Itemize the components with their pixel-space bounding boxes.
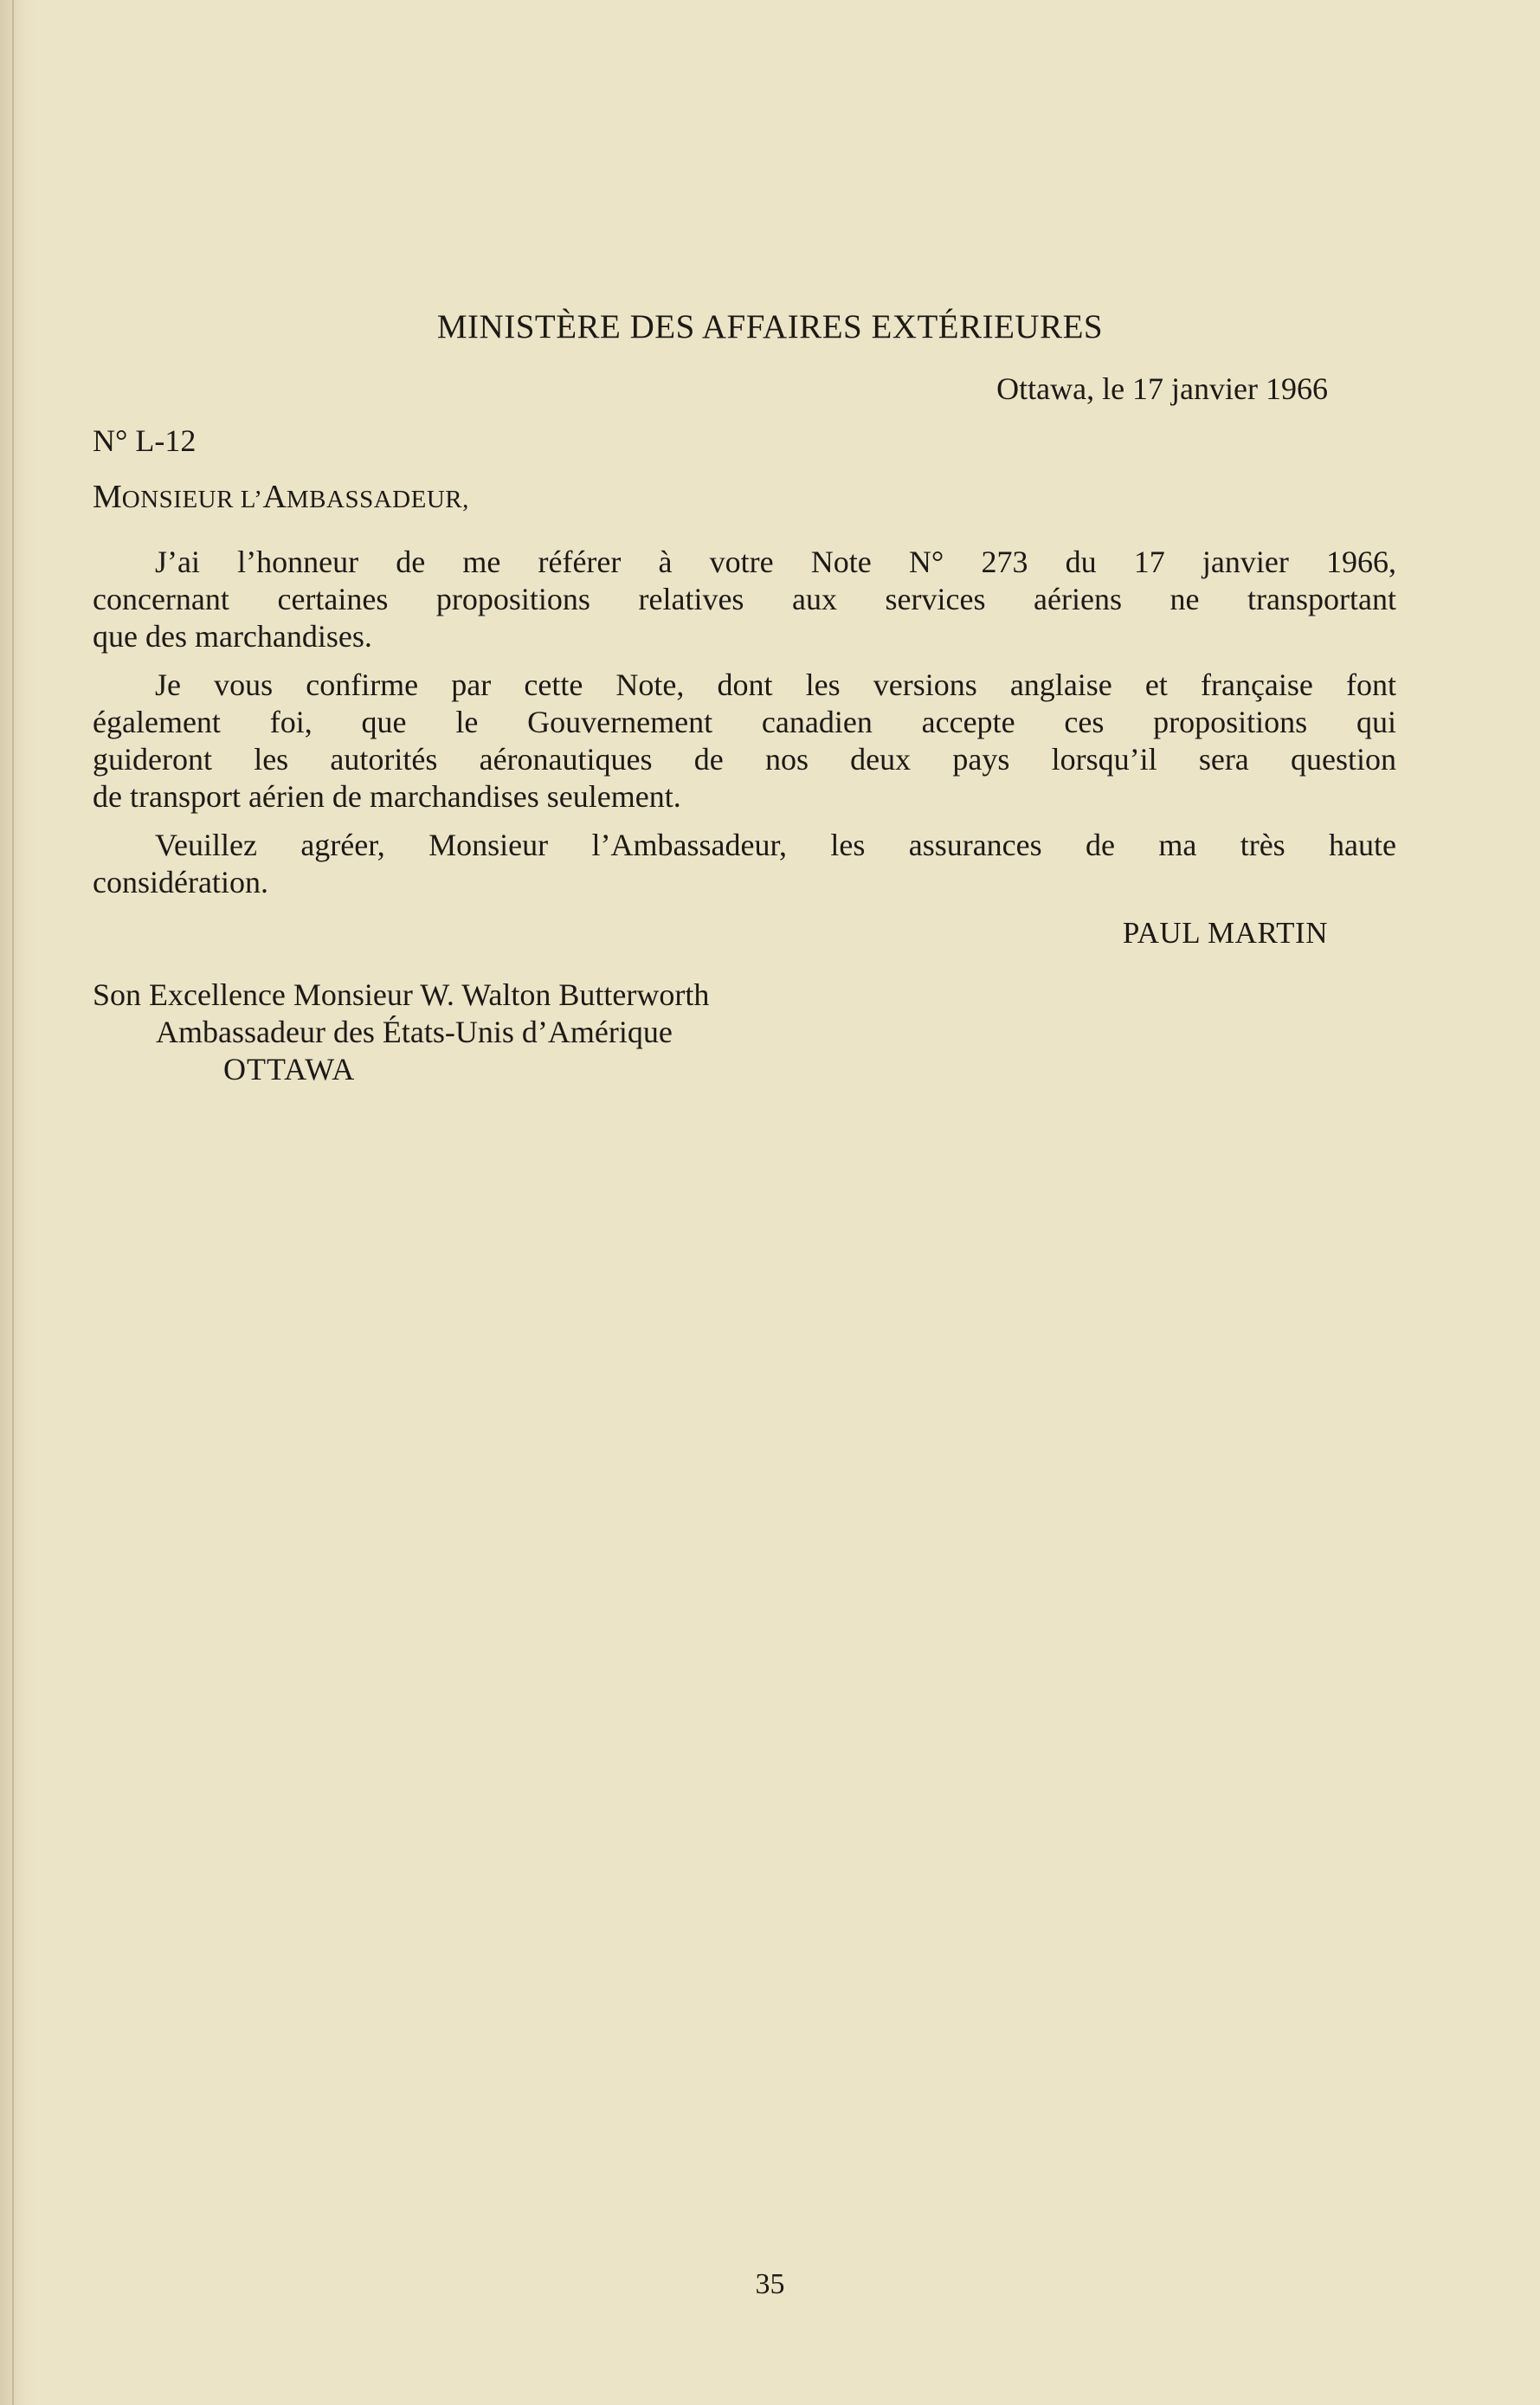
book-gutter-shadow	[12, 0, 14, 2405]
paragraph-closing	[93, 827, 1396, 901]
salutation-initial-1: M	[93, 479, 122, 515]
paragraph-reference	[93, 544, 1396, 655]
salutation-rest-1: ONSIEUR L’	[121, 486, 263, 513]
salutation-initial-2: A	[262, 479, 287, 515]
salutation	[93, 478, 469, 516]
signature: PAUL MARTIN	[1122, 916, 1328, 950]
addressee-line-3: OTTAWA	[223, 1052, 356, 1086]
page-number: 35	[755, 2268, 785, 2300]
paragraph-line: J’ai l’honneur de me référer à votre Note N° 273 du 17 janvier 1966,	[155, 545, 1396, 579]
addressee-line-1: Son Excellence Monsieur W. Walton Butterworth	[93, 977, 710, 1012]
ministry-heading: MINISTÈRE DES AFFAIRES EXTÉRIEURES	[436, 308, 1104, 345]
paragraph-line: concernant certaines propositions relatives aux services aériens ne transportant	[93, 582, 1396, 616]
date-line: Ottawa, le 17 janvier 1966	[996, 371, 1328, 406]
paragraph-line: de transport aérien de marchandises seulement.	[93, 779, 681, 814]
addressee-line-2: Ambassadeur des États-Unis d’Amérique	[156, 1015, 673, 1049]
paragraph-confirmation	[93, 667, 1396, 816]
paragraph-line: guideront les autorités aéronautiques de nos deux pays lorsqu’il sera question	[93, 742, 1396, 777]
paragraph-line: Je vous confirme par cette Note, dont les versions anglaise et française font	[155, 667, 1396, 702]
paragraph-line: également foi, que le Gouvernement canadien accepte ces propositions qui	[93, 705, 1396, 739]
paragraph-line: que des marchandises.	[93, 619, 372, 654]
salutation-rest-2: MBASSADEUR,	[286, 486, 469, 513]
reference-number: N° L-12	[93, 423, 197, 458]
paragraph-line: Veuillez agréer, Monsieur l’Ambassadeur, les assurances de ma très haute	[155, 828, 1396, 862]
paragraph-line: considération.	[93, 865, 268, 899]
